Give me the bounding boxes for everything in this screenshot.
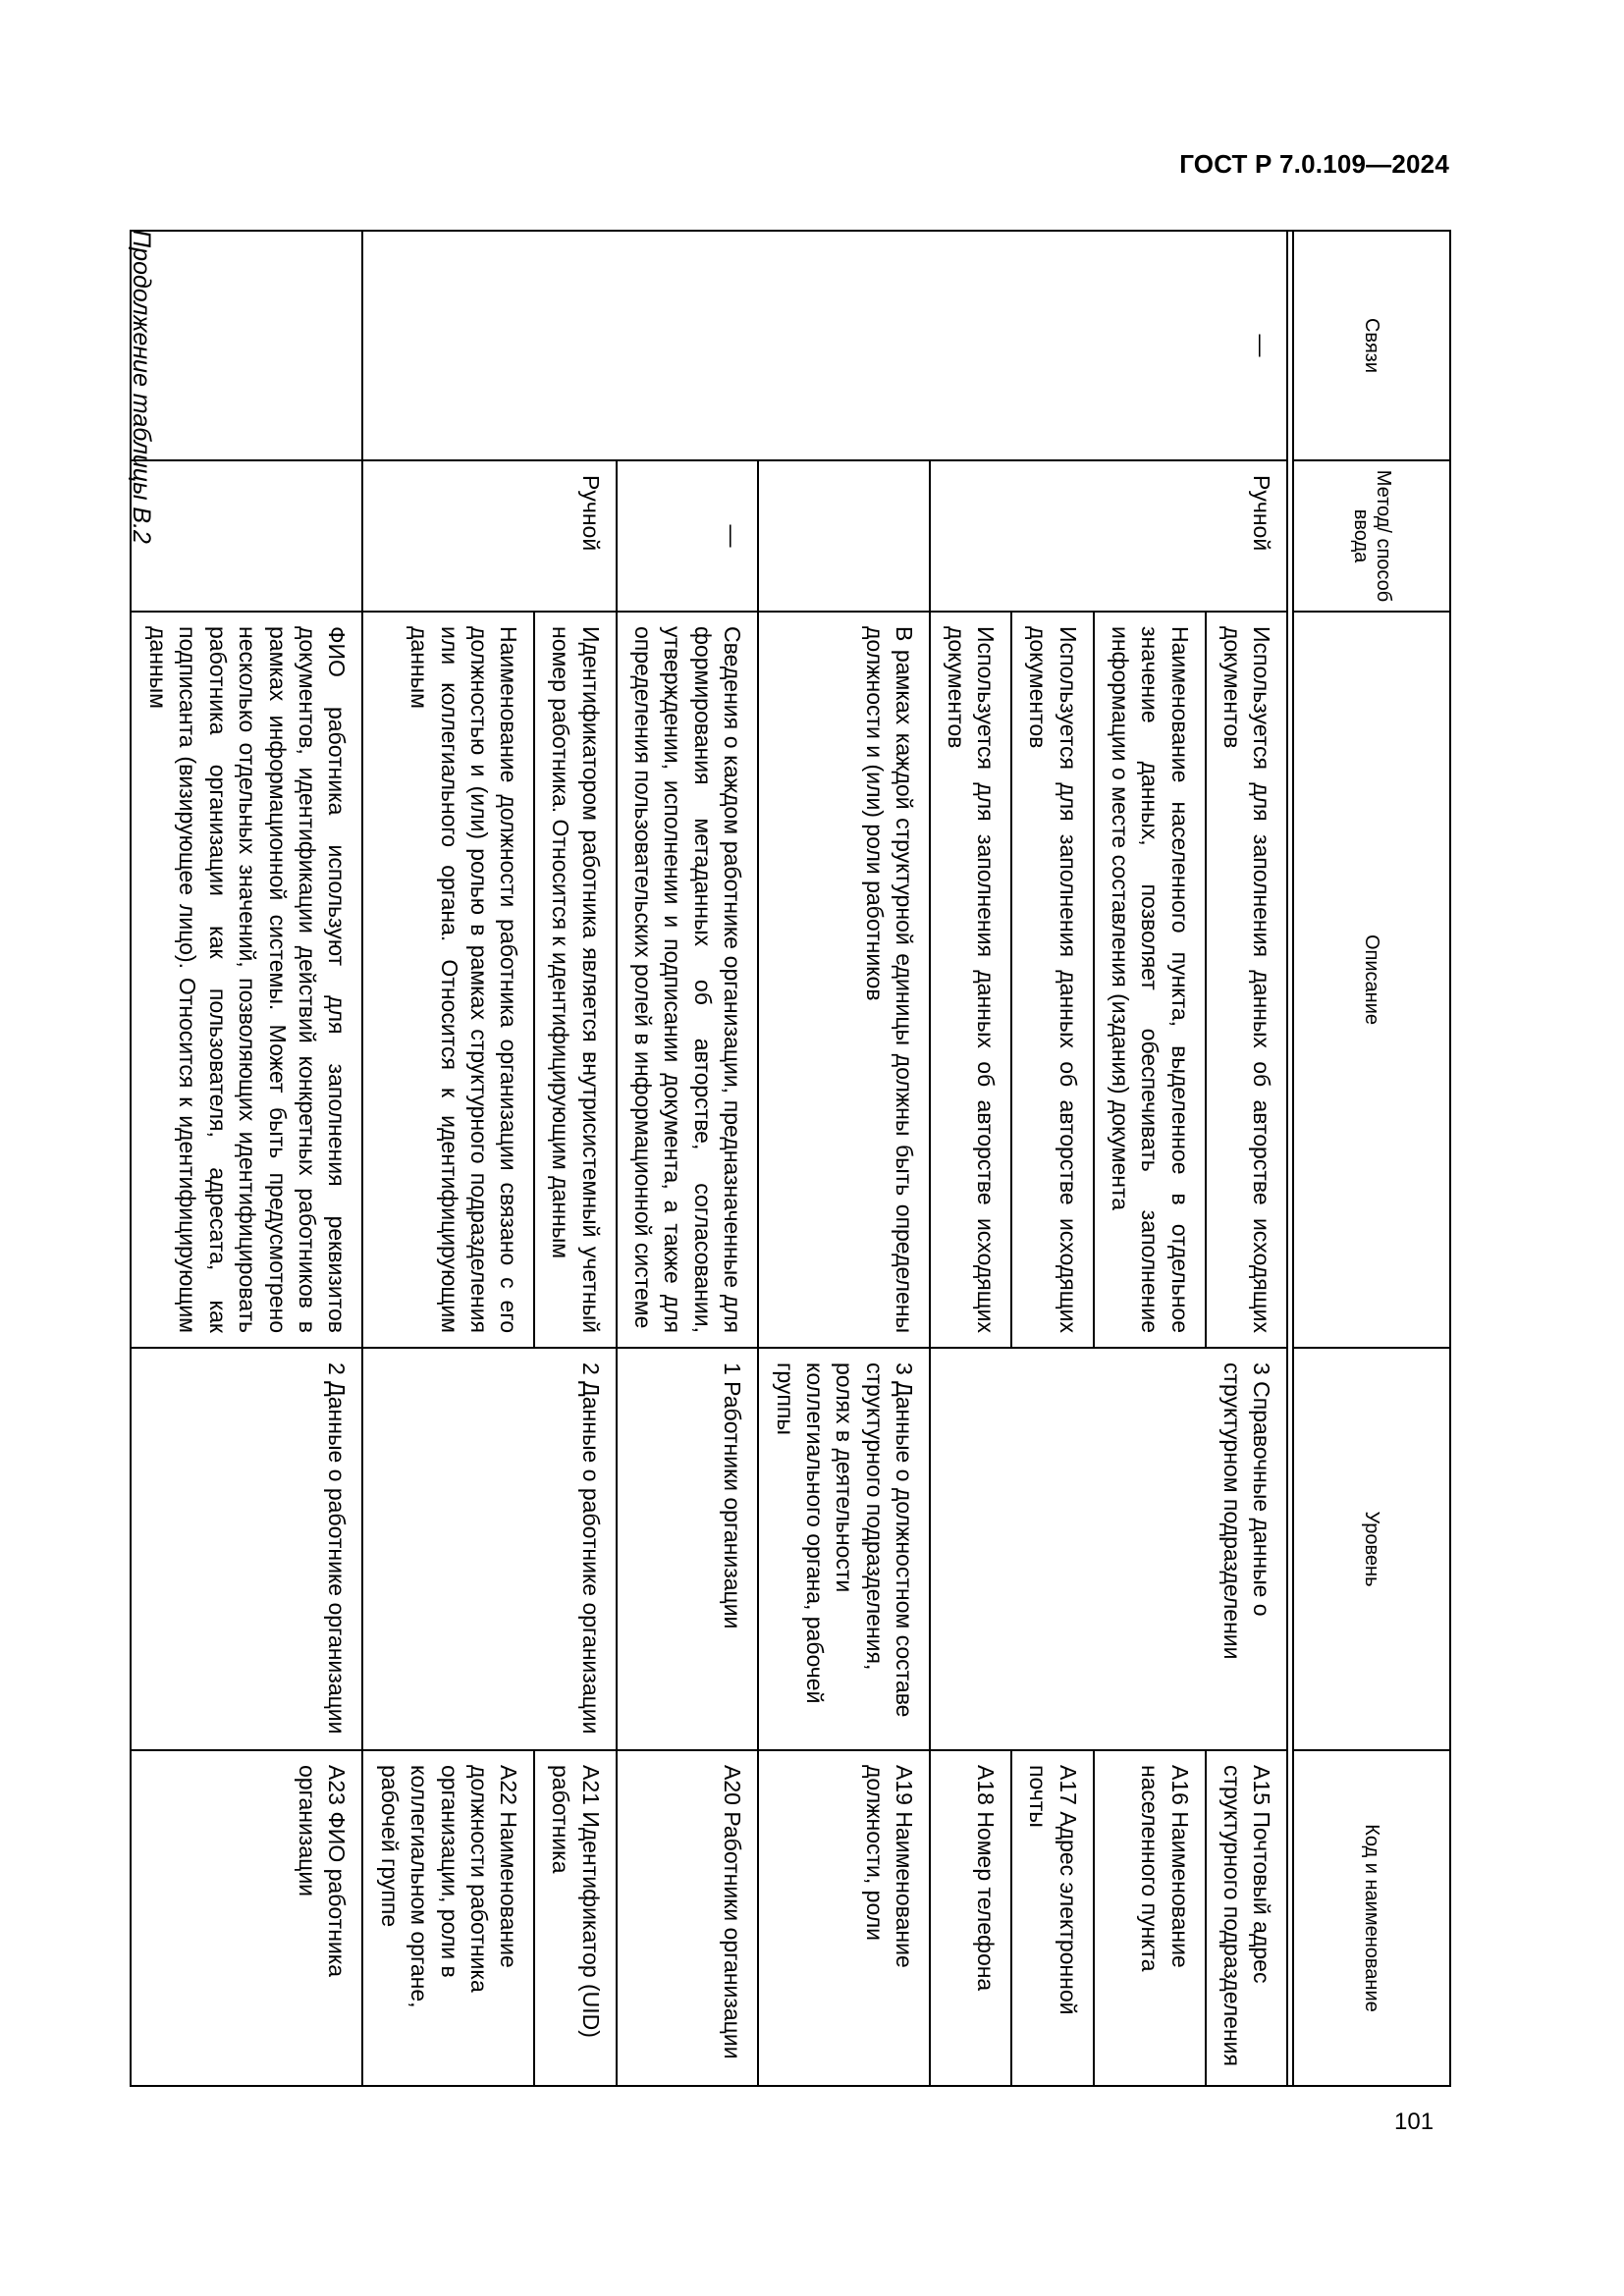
code-cell: А22 Наименование должности работника организации, роли в коллегиальном органе, рабочей группе (362, 1750, 534, 2086)
rotated-table-area (122, 230, 1451, 2085)
code-cell: А16 Наименование населенного пункта (1094, 1750, 1206, 2086)
spec-table (130, 230, 1451, 2087)
code-cell: А23 ФИО работника организации (131, 1750, 362, 2086)
table-row (131, 231, 362, 2086)
code-cell: А20 Работники организации (617, 1750, 758, 2086)
level-cell: 1 Работники организации (617, 1348, 758, 1750)
description-cell: В рамках каждой структурной единицы должны быть определены должности и (или) роли работников (758, 612, 930, 1348)
description-cell: Используется для заполнения данных об авторстве исходящих документов (930, 612, 1011, 1348)
col-header-level: Уровень (1293, 1348, 1450, 1750)
table-row (758, 231, 930, 2086)
level-cell: 3 Справочные данные о структурном подразделении (930, 1348, 1287, 1750)
code-cell: А18 Номер телефона (930, 1750, 1011, 2086)
table-row (534, 231, 616, 2086)
description-cell: ФИО работника используют для заполнения реквизитов документов, идентификации действий конкретных работников в рамках информационной системы. Может быть предусмотрено несколько отдельных значений, позволяющих идентифицировать работника организации как пользователя, адресата, как подписанта (визирующее лицо). Относится к идентифицирующим данным (131, 612, 362, 1348)
col-header-method: Метод/ способ ввода (1293, 460, 1450, 612)
method-cell: Ручной (362, 460, 616, 612)
level-cell: 2 Данные о работнике организации (362, 1348, 616, 1750)
table-caption: Продолжение таблицы В.2 (128, 230, 155, 544)
method-cell (131, 460, 362, 612)
level-cell: 3 Данные о должностном составе структурного подразделения, ролях в деятельности коллегиального органа, рабочей группы (758, 1348, 930, 1750)
table-row (1206, 231, 1287, 2086)
relations-cell-empty (131, 231, 362, 460)
description-cell: Сведения о каждом работнике организации, предназначенные для формирования метаданных об авторстве, согласовании, утверждении, исполнении и подписании документа, а также для определения пользовательских ролей в информационной системе (617, 612, 758, 1348)
standard-id: ГОСТ Р 7.0.109—2024 (1179, 149, 1449, 179)
page-number: 101 (1394, 2109, 1435, 2135)
col-header-code: Код и наименование (1293, 1750, 1450, 2086)
level-cell: 2 Данные о работнике организации (131, 1348, 362, 1750)
description-cell: Используется для заполнения данных об авторстве исходящих документов (1011, 612, 1093, 1348)
relations-cell: — (362, 231, 1287, 460)
code-cell: А19 Наименование должности, роли (758, 1750, 930, 2086)
description-cell: Наименование должности работника организации связано с его должностью и (или) ролью в рамках структурного подразделения или коллегиального органа. Относится к идентифицирующим данным (362, 612, 534, 1348)
header-row (1293, 231, 1450, 2086)
code-cell: А15 Почтовый адрес структурного подразделения (1206, 1750, 1287, 2086)
method-cell: — (617, 460, 758, 612)
description-cell: Используется для заполнения данных об авторстве исходящих документов (1206, 612, 1287, 1348)
description-cell: Идентификатором работника является внутрисистемный учетный номер работника. Относится к идентифицирующим данным (534, 612, 616, 1348)
header-gap-row (1287, 231, 1293, 2086)
method-cell (758, 460, 930, 612)
col-header-description: Описание (1293, 612, 1450, 1348)
code-cell: А21 Идентификатор (UID) работника (534, 1750, 616, 2086)
code-cell: А17 Адрес электронной почты (1011, 1750, 1093, 2086)
table-row (617, 231, 758, 2086)
method-cell: Ручной (930, 460, 1287, 612)
description-cell: Наименование населенного пункта, выделенное в отдельное значение данных, позволяет обеспечивать заполнение информации о месте составления (издания) документа (1094, 612, 1206, 1348)
col-header-relations: Связи (1293, 231, 1450, 460)
